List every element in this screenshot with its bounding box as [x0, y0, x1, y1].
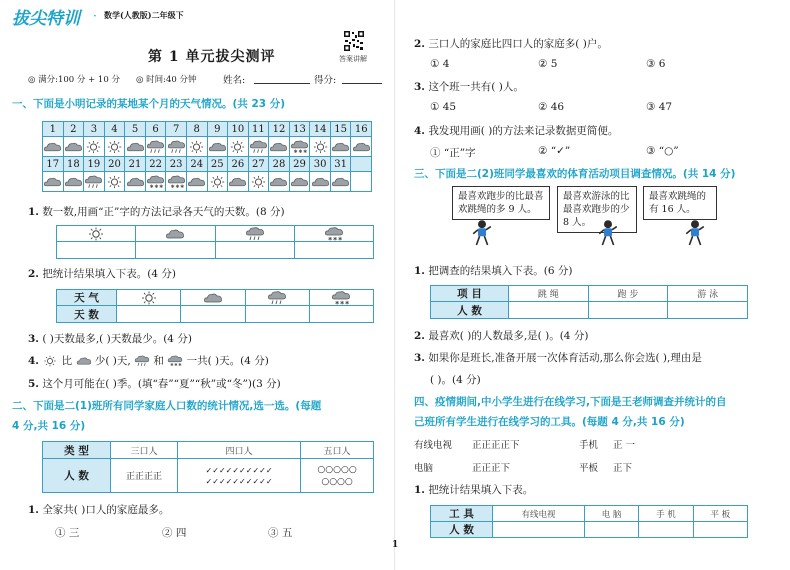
s1-q5-text: 这个月可能在( )季。(填“春”“夏”“秋”或“冬”)(3 分) [42, 378, 281, 390]
calendar-day: 18 [63, 157, 84, 172]
rain-icon [267, 291, 287, 305]
page-number: 1 [392, 540, 399, 550]
calendar-weather [186, 137, 207, 157]
type-header: 类 型 [43, 442, 111, 459]
computer-header: 电 脑 [584, 506, 638, 522]
cloud-icon [43, 175, 62, 189]
calendar-day: 9 [207, 122, 228, 137]
header-subject: 数学(人教版)二年级下 [104, 10, 184, 20]
s2-q1 [28, 502, 169, 517]
s4-q1-num: 1. [414, 484, 425, 496]
calendar-day: 1 [43, 122, 64, 137]
qr-code [343, 30, 365, 52]
running-count[interactable] [588, 302, 668, 319]
tally-cell-cloud[interactable] [136, 242, 215, 259]
calendar-day: 22 [145, 157, 166, 172]
s2-q1-text: 全家共( )口人的家庭最多。 [42, 504, 170, 516]
calendar-day: 4 [104, 122, 125, 137]
calendar-weather [269, 172, 290, 192]
cloud-icon [76, 355, 92, 367]
three-count: 正正正正 [111, 459, 178, 493]
kid-swimming-icon [596, 219, 620, 247]
tally-cable-tv-label: 有线电视 [414, 440, 453, 451]
rain-icon [84, 175, 103, 189]
s1-q4 [28, 353, 269, 368]
speech-bubble-3: 最喜欢跳绳的有 16 人。 [643, 186, 717, 220]
calendar-day: 28 [269, 157, 290, 172]
running-header: 跑 步 [588, 286, 668, 302]
r-q2-num: 2. [414, 38, 425, 50]
calendar-weather [125, 137, 146, 157]
s1-q3-num: 3. [28, 333, 39, 345]
calendar-weather [84, 137, 105, 157]
four-count-row1: ✓✓✓✓✓✓✓✓✓✓ [205, 465, 273, 475]
four-count [177, 459, 300, 493]
five-count-row2: ○○○○ [321, 476, 353, 487]
calendar-day: 13 [289, 122, 310, 137]
sun-icon [105, 140, 124, 154]
cloud-icon [203, 291, 223, 305]
cloud-icon [165, 227, 185, 241]
jump-rope-count[interactable] [509, 302, 589, 319]
sun-icon [84, 140, 103, 154]
r-q3-text: 这个班一共有( )人。 [428, 81, 524, 93]
calendar-day: 2 [63, 122, 84, 137]
tally-cell-rain[interactable] [215, 242, 294, 259]
cloud-icon [228, 175, 247, 189]
calendar-day: 12 [269, 122, 290, 137]
s1-q3-text: ( )天数最多,( )天数最少。(4 分) [42, 333, 192, 345]
calendar-day: 14 [310, 122, 331, 137]
page-fold [394, 0, 395, 570]
cloud-icon [331, 140, 350, 154]
rain-icon [245, 227, 265, 241]
s3-q3-text: 如果你是班长,准备开展一次体育活动,那么你会选( ),理由是 [428, 352, 702, 364]
r-q4-opt1[interactable]: ① “正”字 [430, 147, 476, 159]
cloud-icon [269, 175, 288, 189]
calendar-weather [248, 137, 269, 157]
s1-q5-num: 5. [28, 378, 39, 390]
swimming-header: 游 泳 [668, 286, 748, 302]
r-q2-opt2[interactable]: ② 5 [538, 58, 558, 70]
count-cell-snow[interactable] [309, 306, 373, 323]
calendar-day: 20 [104, 157, 125, 172]
calendar-weather [289, 172, 310, 192]
calendar-weather [125, 172, 146, 192]
r-q3-num: 3. [414, 81, 425, 93]
tally-phone-label: 手机 [579, 440, 599, 451]
calendar-day: 15 [330, 122, 351, 137]
s1-q3 [28, 331, 192, 346]
calendar-weather [351, 137, 372, 157]
tally-phone-marks: 正 一 [613, 440, 636, 451]
calendar-weather [248, 172, 269, 192]
cable-tv-header: 有线电视 [493, 506, 585, 522]
sun-icon [86, 227, 106, 241]
snow-icon [331, 291, 351, 305]
header-logo: 拔尖特训 [12, 9, 80, 29]
calendar-day: 3 [84, 122, 105, 137]
s1-q4-c: 和 [153, 355, 164, 367]
s1-q2 [28, 266, 176, 281]
sun-icon [311, 140, 330, 154]
calendar-day: 10 [228, 122, 249, 137]
s1-q2-num: 2. [28, 268, 39, 280]
s3-q3-line2: ( )。(4 分) [430, 374, 481, 386]
count-header: 人 数 [43, 459, 111, 493]
r-q3 [414, 79, 524, 94]
tally-cell-sun[interactable] [57, 242, 136, 259]
s2-q1-num: 1. [28, 504, 39, 516]
calendar-day: 23 [166, 157, 187, 172]
calendar-day: 17 [43, 157, 64, 172]
r-q4-opt2[interactable]: ② “✓” [538, 145, 571, 157]
cloud-icon [311, 175, 330, 189]
calendar-day: 29 [289, 157, 310, 172]
s4-q1 [414, 482, 533, 497]
rain-icon [249, 140, 268, 154]
swimming-count[interactable] [668, 302, 748, 319]
kid-jumping-icon [683, 219, 707, 247]
phone-header: 手 机 [639, 506, 693, 522]
s1-q2-text: 把统计结果填入下表。(4 分) [42, 268, 177, 280]
s1-q4-num: 4. [28, 355, 39, 367]
rain-icon [134, 355, 150, 367]
calendar-weather [145, 137, 166, 157]
jump-rope-header: 跳 绳 [509, 286, 589, 302]
calendar-weather [84, 172, 105, 192]
r-q2 [414, 36, 608, 51]
calendar-weather [269, 137, 290, 157]
calendar-day: 27 [248, 157, 269, 172]
section2-title-2: 4 分,共 16 分) [12, 420, 86, 432]
sun-icon [249, 175, 268, 189]
calendar-day: 7 [166, 122, 187, 137]
sun-icon [187, 140, 206, 154]
r-q3-opt2[interactable]: ② 46 [538, 101, 565, 113]
sun-icon [228, 140, 247, 154]
s3-q2-text: 最喜欢( )的人数最多,是( )。(4 分) [428, 330, 589, 342]
weather-header: 天 气 [57, 290, 117, 306]
item-header: 项 目 [431, 286, 509, 302]
count-cell-rain[interactable] [245, 306, 309, 323]
s3-q1 [414, 263, 573, 278]
weather-calendar [42, 121, 372, 192]
calendar-day: 25 [207, 157, 228, 172]
calendar-empty [351, 172, 372, 192]
cloud-icon [208, 140, 227, 154]
calendar-weather [43, 172, 64, 192]
section1-title: 一、下面是小明记录的某地某个月的天气情况。(共 23 分) [12, 98, 286, 110]
r-q2-text: 三口人的家庭比四口人的家庭多( )户。 [428, 38, 608, 50]
calendar-day: 6 [145, 122, 166, 137]
s1-q5 [28, 376, 281, 391]
four-header: 四口人 [177, 442, 300, 459]
calendar-weather [330, 137, 351, 157]
speech-bubble-1: 最喜欢跑步的比最喜欢跳绳的多 9 人。 [452, 186, 550, 220]
cloud-icon [126, 140, 145, 154]
r-q4-num: 4. [414, 125, 425, 137]
r-q2-opt1[interactable]: ① 4 [430, 58, 450, 70]
r-q4-text: 我发现用画( )的方法来记录数据更简便。 [428, 125, 619, 137]
computer-count[interactable] [584, 522, 638, 538]
cloud-icon [64, 175, 83, 189]
count-cell-sun[interactable] [117, 306, 181, 323]
family-table [42, 441, 374, 493]
sun-icon [105, 175, 124, 189]
cloud-icon [331, 175, 350, 189]
cloud-icon [187, 175, 206, 189]
snow-icon [290, 140, 309, 154]
calendar-weather [186, 172, 207, 192]
calendar-day: 24 [186, 157, 207, 172]
calendar-day: 16 [351, 122, 372, 137]
calendar-weather [228, 172, 249, 192]
cloud-icon [43, 140, 62, 154]
cloud-icon [269, 140, 288, 154]
phone-count[interactable] [639, 522, 693, 538]
tally-cell-snow[interactable] [294, 242, 373, 259]
calendar-weather [310, 172, 331, 192]
sun-icon [139, 291, 159, 305]
time-info: ◎ 时间:40 分钟 [136, 75, 197, 85]
unit-title: 第 1 单元拔尖测评 [148, 49, 276, 65]
r-q4 [414, 123, 618, 138]
s2-q1-opt1[interactable]: ① 三 [55, 527, 80, 539]
rain-icon [146, 140, 165, 154]
header-dot: · [93, 9, 97, 23]
s4-q1-text: 把统计结果填入下表。 [428, 484, 534, 496]
s1-q1 [28, 204, 285, 219]
calendar-day: 30 [310, 157, 331, 172]
s1-count-table [56, 289, 374, 323]
r-q3-opt1[interactable]: ① 45 [430, 101, 457, 113]
cable-tv-count[interactable] [493, 522, 585, 538]
name-label: 姓名: [223, 75, 246, 86]
s1-q1-num: 1. [28, 206, 39, 218]
count-cell-cloud[interactable] [181, 306, 245, 323]
section2-title-1: 二、下面是二(1)班所有同学家庭人口数的统计情况,选一选。(每题 [12, 400, 322, 412]
snow-icon [167, 175, 186, 189]
cloud-icon [290, 175, 309, 189]
s1-tally-table [56, 225, 374, 259]
s3-q2-num: 2. [414, 330, 425, 342]
tally-tablet-label: 平板 [579, 463, 599, 474]
s3-q3-num: 3. [414, 352, 425, 364]
calendar-weather [228, 137, 249, 157]
sun-icon [42, 355, 58, 367]
tools-table [430, 505, 748, 538]
calendar-weather [63, 137, 84, 157]
calendar-weather [330, 172, 351, 192]
tally-tablet-marks: 正下 [613, 463, 633, 474]
section4-title-1: 四、疫情期间,中小学生进行在线学习,下面是王老师调查并统计的自 [414, 396, 727, 408]
calendar-weather [63, 172, 84, 192]
s3-q3 [414, 350, 702, 365]
s1-q4-b: 少( )天, [94, 355, 131, 367]
speech-bubble-2: 最喜欢游泳的比最喜欢跑步的少 8 人。 [557, 186, 637, 233]
sports-table [430, 285, 748, 319]
cloud-icon [126, 175, 145, 189]
s3-q1-num: 1. [414, 265, 425, 277]
snow-icon [146, 175, 165, 189]
calendar-weather [166, 137, 187, 157]
five-header: 五口人 [301, 442, 374, 459]
snow-icon [167, 355, 183, 367]
rain-icon [167, 140, 186, 154]
calendar-empty [351, 157, 372, 172]
kid-running-icon [470, 219, 494, 247]
calendar-weather [207, 172, 228, 192]
tally-computer-label: 电脑 [414, 463, 434, 474]
tally-computer-marks: 正正正下 [472, 463, 511, 474]
name-field[interactable] [254, 83, 310, 84]
calendar-weather [207, 137, 228, 157]
calendar-weather [310, 137, 331, 157]
tool-header: 工 具 [431, 506, 493, 522]
s3-q2 [414, 328, 588, 343]
r-q4-opt3[interactable]: ③ “○” [646, 145, 679, 157]
qr-caption: 答案讲解 [339, 55, 367, 63]
section4-title-2: 己班所有学生进行在线学习的工具。(每题 4 分,共 16 分) [414, 416, 685, 428]
calendar-day: 26 [228, 157, 249, 172]
score-label: 得分: [314, 75, 337, 86]
calendar-weather [289, 137, 310, 157]
tablet-count[interactable] [693, 522, 747, 538]
snow-icon [324, 227, 344, 241]
score-info: ◎ 满分:100 分 + 10 分 [28, 75, 120, 85]
five-count-row1: ○○○○○ [317, 464, 357, 475]
calendar-day: 31 [330, 157, 351, 172]
s1-q1-text: 数一数,用画“正”字的方法记录各天气的天数。(8 分) [42, 206, 285, 218]
four-count-row2: ✓✓✓✓✓✓✓✓✓✓ [205, 476, 273, 486]
count-header: 人 数 [431, 522, 493, 538]
calendar-day: 5 [125, 122, 146, 137]
s2-q1-opt2[interactable]: ② 四 [162, 527, 187, 539]
three-header: 三口人 [111, 442, 178, 459]
s1-q4-a: 比 [61, 355, 73, 367]
five-count [301, 459, 374, 493]
calendar-day: 21 [125, 157, 146, 172]
section3-title: 三、下面是二(2)班同学最喜欢的体育活动项目调查情况。(共 14 分) [414, 168, 736, 180]
r-q2-opt3[interactable]: ③ 6 [646, 58, 666, 70]
calendar-weather [104, 172, 125, 192]
s1-q4-d: 一共( )天。(4 分) [186, 355, 269, 367]
calendar-weather [104, 137, 125, 157]
tally-cable-tv-marks: 正正正正下 [472, 440, 520, 451]
calendar-day: 19 [84, 157, 105, 172]
score-field[interactable] [342, 83, 382, 84]
calendar-day: 11 [248, 122, 269, 137]
s3-q1-text: 把调查的结果填入下表。(6 分) [428, 265, 573, 277]
sun-icon [208, 175, 227, 189]
s2-q1-opt3[interactable]: ③ 五 [268, 527, 293, 539]
calendar-weather [166, 172, 187, 192]
calendar-weather [43, 137, 64, 157]
calendar-weather [145, 172, 166, 192]
count-header: 人 数 [431, 302, 509, 319]
tablet-header: 平 板 [693, 506, 747, 522]
cloud-icon [64, 140, 83, 154]
cloud-icon [352, 140, 371, 154]
r-q3-opt3[interactable]: ③ 47 [646, 101, 673, 113]
days-header: 天 数 [57, 306, 117, 323]
calendar-day: 8 [186, 122, 207, 137]
